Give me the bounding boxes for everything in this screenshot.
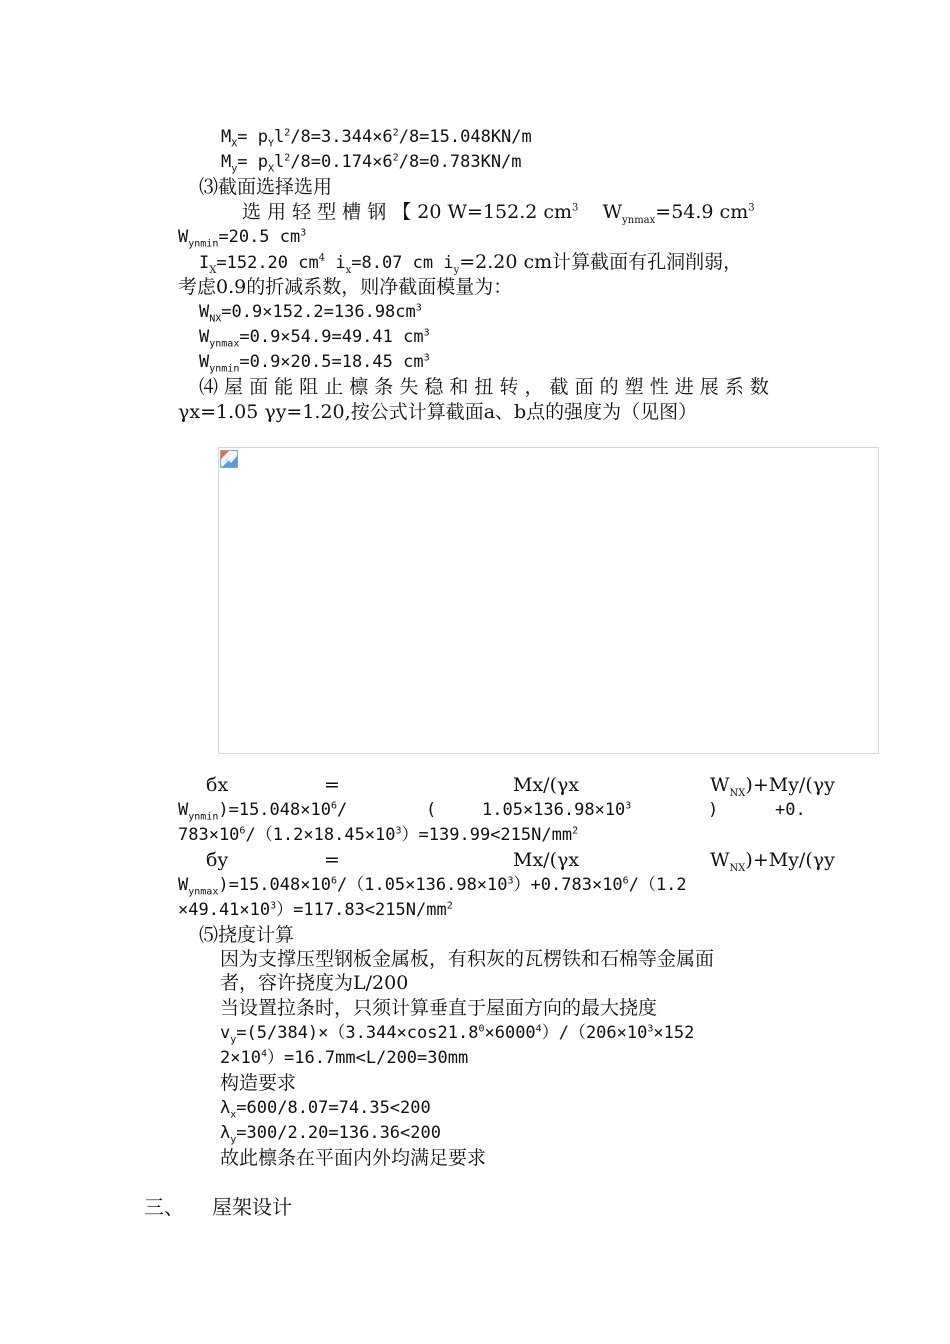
stress-y-formula-a: Mx/(γx — [513, 849, 580, 871]
construct-heading: 构造要求 — [220, 1072, 297, 1094]
stress-x-line-2c: $1.05\times 136.98\times 10^3$ — [482, 800, 632, 820]
slenderness-x: $\lambda_x=600/8.07=74.35<200$ — [220, 1098, 431, 1121]
wynmin-line: $W_{ynmin}=0.9\times 20.5=18.45$ $cm^3$ — [199, 352, 430, 375]
section-3-title: 屋架设计 — [212, 1195, 292, 1219]
section-line-1: 选 用 轻 型 槽 钢 【 20 W=152.2 $cm^3$ $W_{ynmax}=54.9$ $cm^3$ — [242, 201, 755, 226]
stress-x-line-2b: ( — [426, 800, 437, 820]
stress-y-label: бy — [206, 849, 229, 871]
stress-x-eq: = — [324, 774, 340, 796]
broken-image-icon — [220, 450, 238, 468]
section-line-3: $I_X=152.20$ $cm^4$ $i_x=8.07$ cm $i_y=2.20$ cm计算截面有孔洞削弱， — [199, 251, 743, 276]
figure-placeholder — [218, 447, 879, 754]
stress-x-formula-b: $W_{NX})+My/(\gamma y$ — [710, 774, 835, 799]
section-line-2: $W_{ynmin}=20.5$ $cm^3$ — [178, 227, 307, 250]
stress-x-label: бx — [206, 774, 229, 796]
step4-line-1: ⑷ 屋 面 能 阻 止 檩 条 失 稳 和 扭 转 ， 截 面 的 塑 性 进 展 系 数 — [199, 376, 769, 398]
section-heading: ⑶截面选择选用 — [199, 176, 333, 198]
slenderness-y: $\lambda_y=300/2.20=136.36<200$ — [220, 1123, 441, 1146]
stress-x-formula-a: Mx/(γx — [513, 774, 580, 796]
stress-x-line-2a: $W_{ynmin})=15.048\times 10^6/$ — [178, 800, 348, 823]
deflection-formula-1: $v_y=(5/384)\times(3.344\times\cos 21.8^0\times 6000^4)/(206\times 10^3\times 152$ — [220, 1023, 695, 1046]
wnx-line: $W_{NX}=0.9\times 152.2=136.98cm^3$ — [199, 302, 422, 325]
deflection-formula-2: $2\times 10^4)=16.7mm<L/200=30mm$ — [220, 1048, 469, 1068]
stress-y-eq: = — [324, 849, 340, 871]
deflection-para-3: 当设置拉条时，只须计算垂直于屋面方向的最大挠度 — [220, 997, 658, 1019]
stress-x-line-3: $783\times 10^6/(1.2\times 18.45\times 10^3)=139.99<215N/mm^2$ — [178, 825, 579, 845]
stress-x-line-2e: +0. — [775, 800, 806, 820]
section-3-number: 三、 — [144, 1195, 184, 1219]
stress-y-line-2: $W_{ynmax})=15.048\times 10^6/(1.05\times 136.98\times 10^3)+0.783\times 10^6/(1.2$ — [178, 875, 687, 898]
wynmax-line: $W_{ynmax}=0.9\times 54.9=49.41$ $cm^3$ — [199, 327, 430, 350]
stress-x-line-2d: ) — [708, 800, 719, 820]
stress-y-formula-b: $W_{NX})+My/(\gamma y$ — [710, 849, 835, 874]
section-line-4: 考虑0.9的折减系数，则净截面模量为： — [178, 276, 513, 298]
moment-y-line: $M_y= p_Xl^2/8=0.174\times 6^2/8=0.783KN/m$ — [221, 152, 522, 175]
deflection-heading: ⑸挠度计算 — [199, 924, 295, 946]
deflection-para-2: 者，容许挠度为L/200 — [220, 972, 409, 994]
stress-y-line-3: $\times 49.41\times 10^3)=117.83<215N/mm^2$ — [178, 900, 453, 920]
step4-line-2: γx=1.05 γy=1.20,按公式计算截面a、b点的强度为（见图） — [178, 401, 698, 423]
conclusion: 故此檩条在平面内外均满足要求 — [220, 1147, 487, 1169]
deflection-para-1: 因为支撑压型钢板金属板，有积灰的瓦楞铁和石棉等金属面 — [220, 948, 715, 970]
moment-x-line: $M_X= p_Yl^2/8=3.344\times 6^2/8=15.048KN/m$ — [221, 127, 532, 150]
